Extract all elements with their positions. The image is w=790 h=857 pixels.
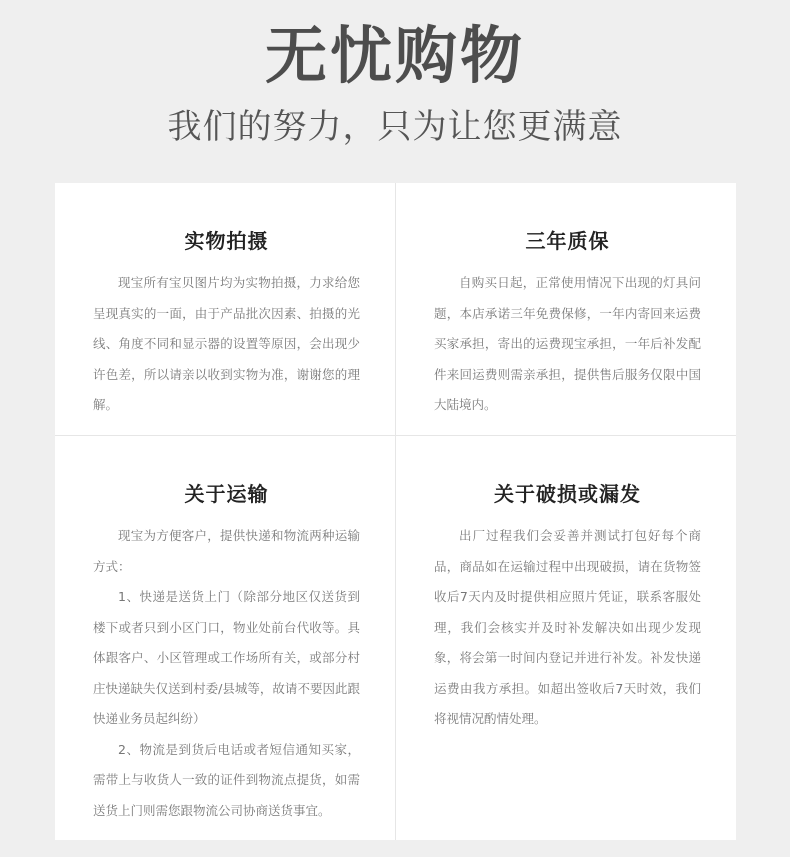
- section-heading: 关于运输: [184, 482, 269, 506]
- section-shipping: [55, 436, 395, 826]
- page-subtitle: 我们的努力，只为让您更满意: [167, 107, 623, 147]
- section-damage: [396, 436, 736, 735]
- guarantee-grid: [55, 183, 736, 840]
- section-text: 出厂过程我们会妥善并测试打包好每个商品，商品如在运输过程中出现破损，请在货物签收后7天内及时提供相应照片凭证，联系客服处理，我们会核实并及时补发解决如出现少发现象，将会第一时间内登记并进行补发。补发快递运费由我方承担。如超出签收后7天时效，我们将视情况酌情处理。: [434, 528, 701, 726]
- section-text: 现宝为方便客户，提供快递和物流两种运输方式：: [93, 528, 360, 574]
- section-heading: 三年质保: [525, 229, 610, 253]
- section-heading: 实物拍摄: [184, 229, 269, 253]
- section-text: 2、物流是到货后电话或者短信通知买家，需带上与收货人一致的证件到物流点提货，如需送货上门则需您跟物流公司协商送货事宜。: [93, 741, 360, 818]
- section-text: 自购买日起，正常使用情况下出现的灯具问题，本店承诺三年免费保修，一年内寄回来运费买家承担，寄出的运费现宝承担，一年后补发配件来回运费则需亲承担，提供售后服务仅限中国大陆境内。: [434, 275, 701, 412]
- section-real-photos: [55, 183, 395, 421]
- section-warranty: [396, 183, 736, 421]
- section-text: 1、快递是送货上门（除部分地区仅送货到楼下或者只到小区门口，物业处前台代收等。具体跟客户、小区管理或工作场所有关，或部分村庄快递缺失仅送到村委/县城等，故请不要因此跟快递业务员起纠纷）: [93, 589, 360, 726]
- section-text: 现宝所有宝贝图片均为实物拍摄，力求给您呈现真实的一面，由于产品批次因素、拍摄的光线、角度不同和显示器的设置等原因，会出现少许色差，所以请亲以收到实物为准，谢谢您的理解。: [93, 275, 360, 412]
- section-heading: 关于破损或漏发: [494, 482, 641, 506]
- page-title: 无忧购物: [264, 19, 525, 92]
